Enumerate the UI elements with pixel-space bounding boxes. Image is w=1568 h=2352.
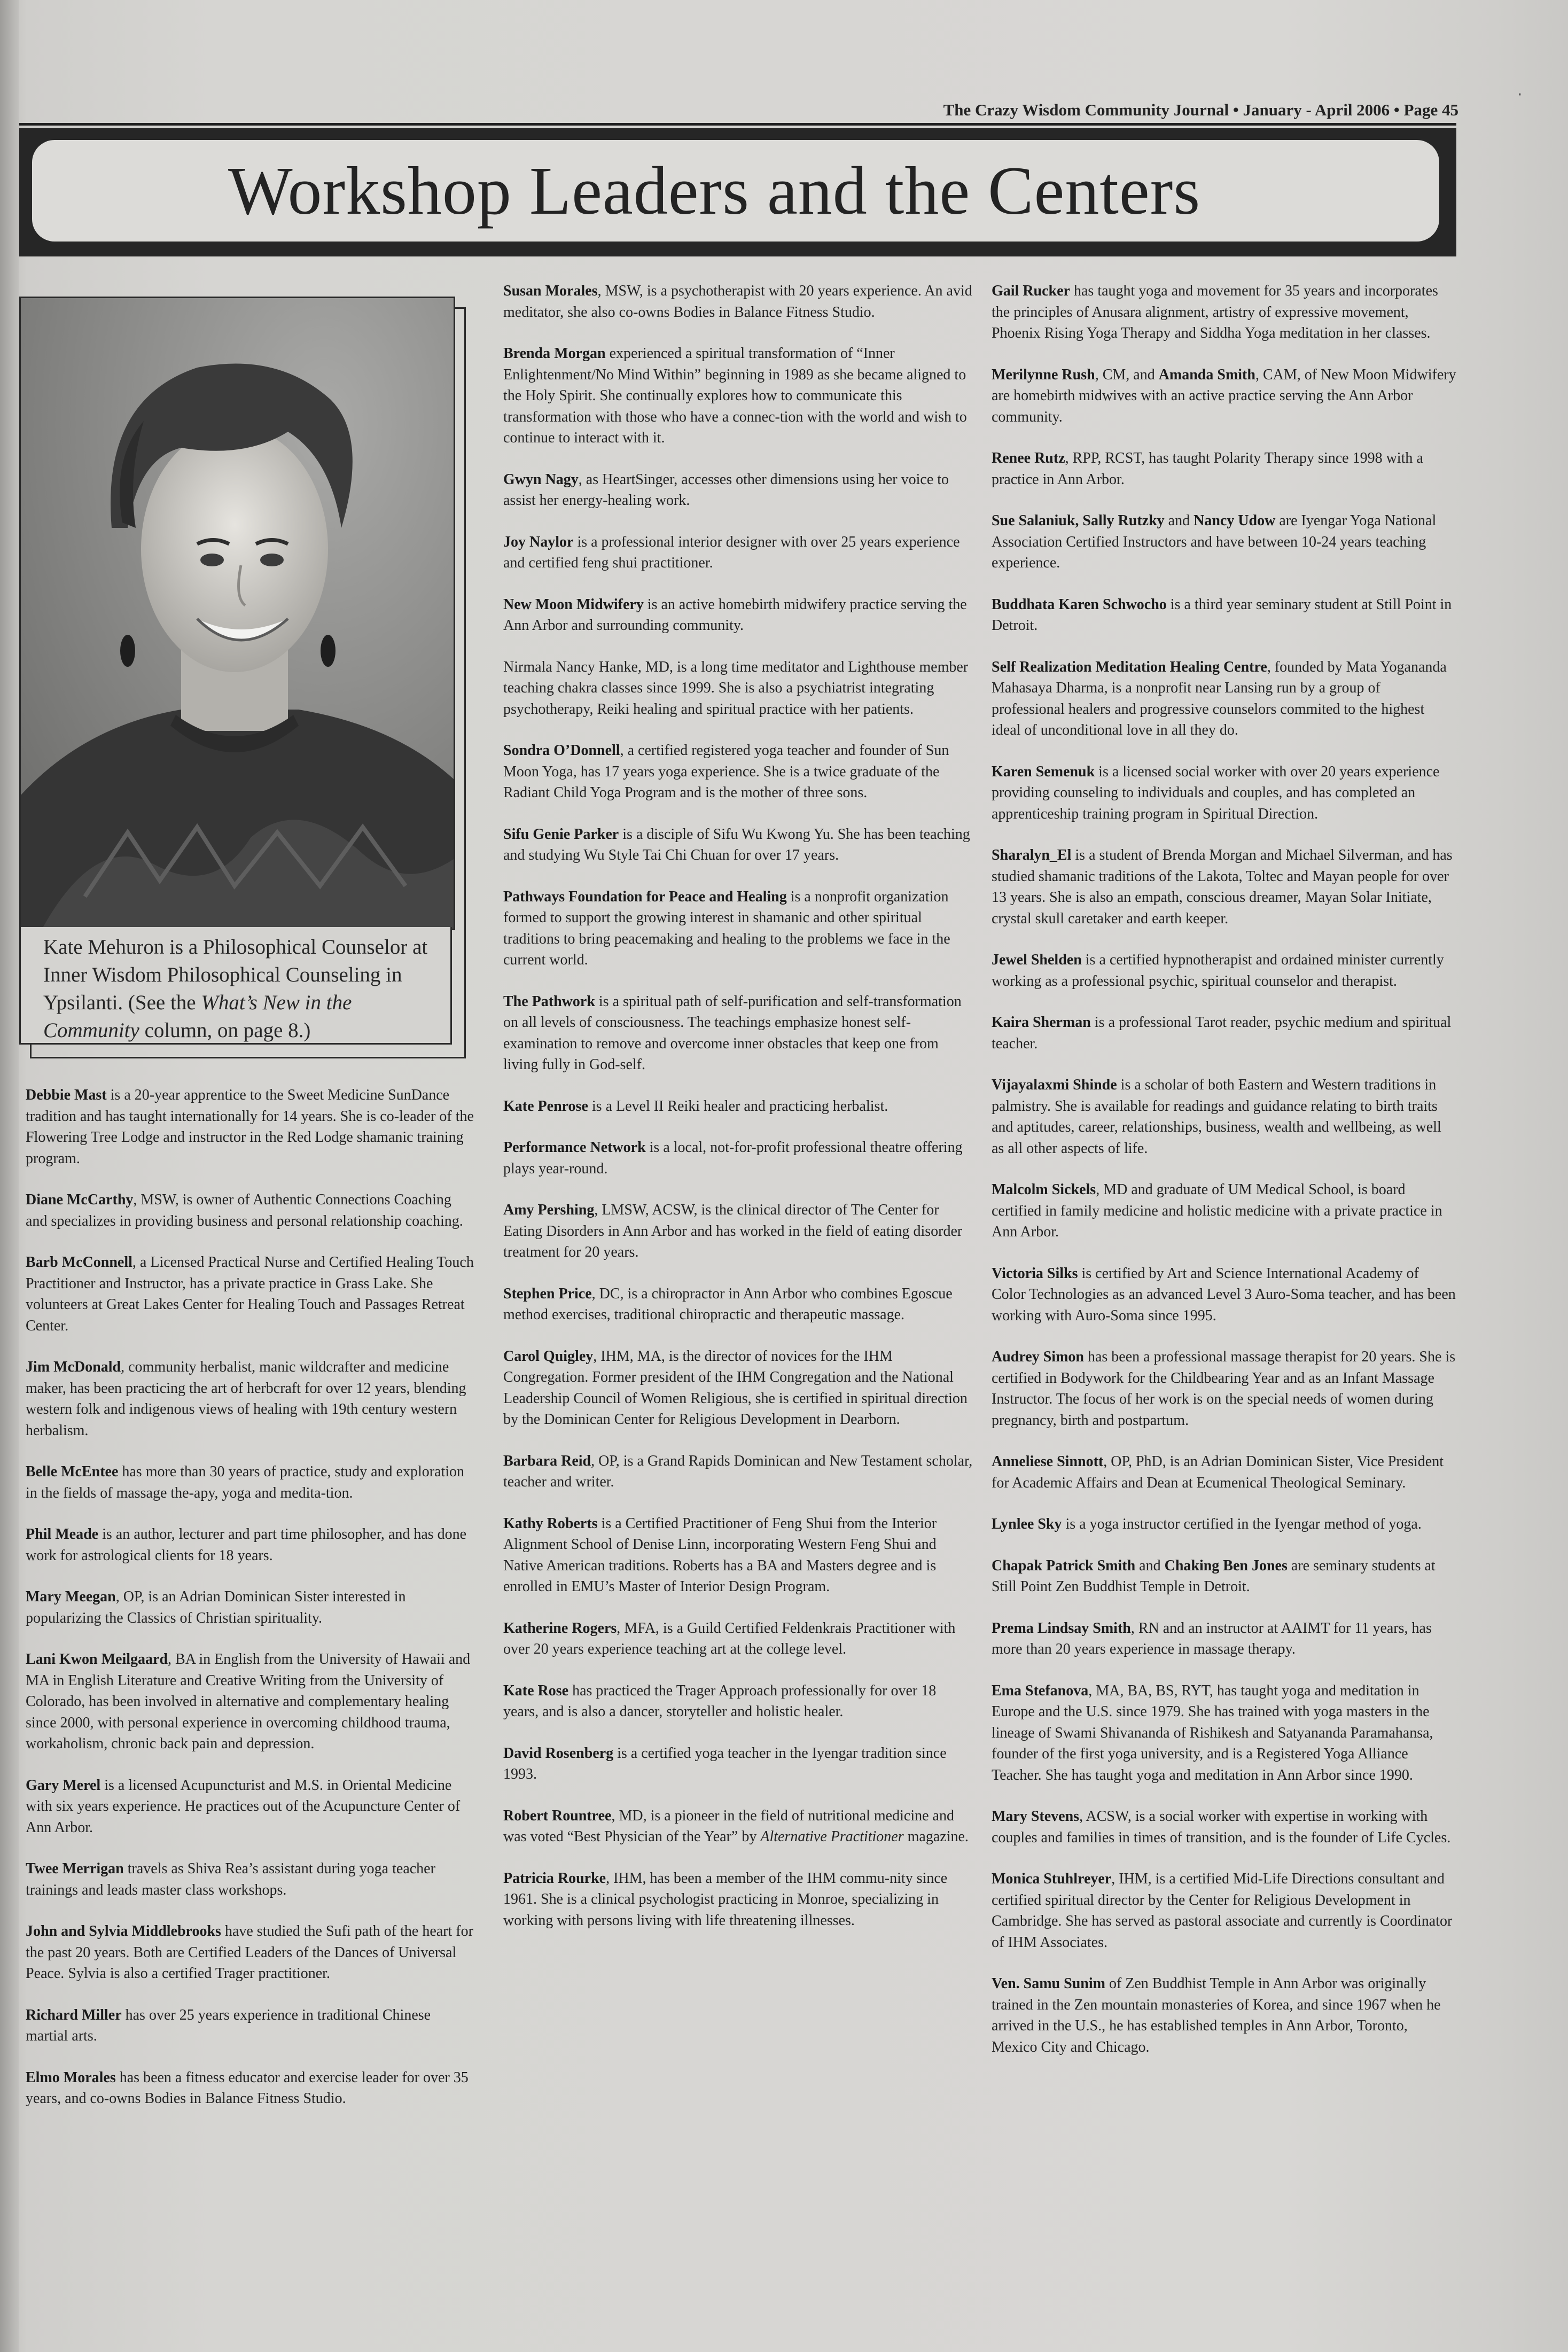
directory-entry xyxy=(503,1200,973,1263)
directory-entry xyxy=(503,991,973,1076)
directory-entry xyxy=(26,1189,474,1232)
caption-text-end: column, on page 8.) xyxy=(139,1019,311,1042)
entry-description: , CM, and xyxy=(1095,366,1159,383)
entry-name: Self Realization Meditation Healing Centre xyxy=(992,658,1267,675)
entry-name: The Pathwork xyxy=(503,993,595,1010)
entry-name: Jewel Shelden xyxy=(992,952,1082,968)
directory-entry xyxy=(992,364,1456,428)
entry-name: Pathways Foundation for Peace and Healing xyxy=(503,888,787,905)
entry-description: , RPP, RCST, has taught Polarity Therapy since 1998 with a practice in Ann Arbor. xyxy=(992,450,1423,488)
entry-description: is a licensed social worker with over 20 years experience providing counseling to individuals and couples, and has completed an apprenticeship training program in Spiritual Direction. xyxy=(992,763,1440,822)
entry-description: , MA, BA, BS, RYT, has taught yoga and meditation in Europe and the U.S. since 1979. She has trained with yoga masters in the lineage of Swami Shivananda of Rishikesh and Satyananda Paramahansa, founder of the first yoga university, and is a Registered Yoga Alliance Teacher. She has taught yoga and meditation in Ann Arbor since 1990. xyxy=(992,1682,1433,1784)
entry-name: Phil Meade xyxy=(26,1526,99,1543)
entry-description: and xyxy=(1164,512,1194,529)
featured-photo-box xyxy=(19,297,463,1055)
entry-name: Audrey Simon xyxy=(992,1349,1084,1365)
entry-description: is a yoga instructor certified in the Iyengar method of yoga. xyxy=(1062,1516,1422,1532)
entry-name: Susan Morales xyxy=(503,283,598,299)
directory-entry xyxy=(503,1346,973,1430)
entry-description: , ACSW, is a social worker with expertise in working with couples and families in times of transition, and is the founder of Life Cycles. xyxy=(992,1808,1451,1846)
entry-description: , IHM, has been a member of the IHM commu-nity since 1961. She is a clinical psychologist practicing in Monroe, specializing in working with persons living with life threatening illnesses. xyxy=(503,1870,948,1929)
entry-name: Kathy Roberts xyxy=(503,1515,598,1532)
directory-entry xyxy=(992,761,1456,825)
entry-description: , DC, is a chiropractor in Ann Arbor who combines Egoscue method exercises, traditional chiropractic and therapeutic massage. xyxy=(503,1285,953,1323)
entry-description: , OP, is an Adrian Dominican Sister interested in popularizing the Classics of Christian spirituality. xyxy=(26,1588,406,1626)
entry-description: has been a professional massage therapist for 20 years. She is certified in Bodywork for the Childbearing Year and as an Infant Massage Instructor. The focus of her work is on the special needs of women during pregnancy, birth and postpartum. xyxy=(992,1349,1456,1429)
directory-entry xyxy=(992,1451,1456,1493)
directory-entry xyxy=(503,343,973,449)
entry-description: , MD and graduate of UM Medical School, is board certified in family medicine and holistic medicine with a private practice in Ann Arbor. xyxy=(992,1181,1442,1240)
entry-name: Twee Merrigan xyxy=(26,1860,124,1877)
entry-name: Richard Miller xyxy=(26,2006,122,2023)
entry-description: Nirmala Nancy Hanke, MD, is a long time meditator and Lighthouse member teaching chakra classes since 1999. She is also a psychiatrist integrating psychotherapy, Reiki healing and spiritual practice with her patients. xyxy=(503,658,969,718)
entry-name: Vijayalaxmi Shinde xyxy=(992,1077,1117,1093)
entry-description: has practiced the Trager Approach professionally for over 18 years, and is also a dancer, storyteller and holistic healer. xyxy=(503,1682,937,1720)
entry-description: is certified by Art and Science International Academy of Color Technologies as an advanced Level 3 Auro-Soma teacher, and has been working with Auro-Soma since 1995. xyxy=(992,1265,1456,1324)
entry-name: Joy Naylor xyxy=(503,533,574,550)
entry-description: of Zen Buddhist Temple in Ann Arbor was originally trained in the Zen mountain monasteries of Korea, and since 1967 when he arrived in the U.S., he has established temples in Ann Arbor, Toronto, Mexico City and Chicago. xyxy=(992,1975,1441,2055)
entry-name: Barb McConnell xyxy=(26,1254,132,1271)
entry-description: is a licensed Acupuncturist and M.S. in Oriental Medicine with six years experience. He practices out of the Acupuncture Center of Ann Arbor. xyxy=(26,1777,461,1836)
directory-entry xyxy=(503,469,973,511)
entry-description: travels as Shiva Rea’s assistant during yoga teacher trainings and leads master class workshops. xyxy=(26,1860,435,1898)
directory-entry xyxy=(26,1775,474,1839)
entry-description: is a professional interior designer with over 25 years experience and certified feng shui practitioner. xyxy=(503,533,960,571)
entry-description: has been a fitness educator and exercise leader for over 35 years, and co-owns Bodies in Balance Fitness Studio. xyxy=(26,2069,469,2107)
page-title: Workshop Leaders and the Centers xyxy=(228,152,1201,229)
directory-entry xyxy=(992,1806,1456,1848)
directory-entry xyxy=(503,824,973,866)
entry-description: , IHM, MA, is the director of novices for the IHM Congregation. Former president of the IHM Congregation and the National Leadership Council of Women Religious, she is certified in spiritual direction by the Dominican Center for Religious Development in Dearborn. xyxy=(503,1348,968,1428)
entry-name: Barbara Reid xyxy=(503,1452,591,1469)
entry-description: is a scholar of both Eastern and Western traditions in palmistry. She is available for readings and guidance relating to birth traits and aptitudes, career, relationships, business, wealth and wellbeing, as well as all other aspects of life. xyxy=(992,1077,1441,1157)
entry-description: have studied the Sufi path of the heart for the past 20 years. Both are Certified Leaders of the Dances of Universal Peace. Sylvia is also a certified Trager practitioner. xyxy=(26,1923,473,1982)
directory-entry xyxy=(503,1283,973,1326)
entry-name: Prema Lindsay Smith xyxy=(992,1619,1131,1637)
entry-name: Ven. Samu Sunim xyxy=(992,1975,1105,1992)
entry-description: , as HeartSinger, accesses other dimensions using her voice to assist her energy-healing work. xyxy=(503,471,949,509)
directory-entry xyxy=(992,448,1456,490)
entry-description: , MFA, is a Guild Certified Feldenkrais Practitioner with over 20 years experience teaching art at the college level. xyxy=(503,1619,956,1657)
entry-description: is a certified yoga teacher in the Iyengar tradition since 1993. xyxy=(503,1744,947,1782)
entry-name-secondary: Chaking Ben Jones xyxy=(1164,1557,1288,1574)
directory-entry xyxy=(26,1461,474,1504)
entry-description: is a certified hypnotherapist and ordained minister currently working as a professional psychic, spiritual counselor and therapist. xyxy=(992,952,1444,990)
directory-entry xyxy=(992,1179,1456,1243)
entry-description: , BA in English from the University of Hawaii and MA in English Literature and Creative Writing from the University of Colorado, has been involved in alternative and complementary healing since 2000, with personal experience in overcoming childhood trauma, workaholism, chronic back pain and depression. xyxy=(26,1651,471,1752)
entry-description: has more than 30 years of practice, study and exploration in the fields of massage the-apy, yoga and medita-tion. xyxy=(26,1463,465,1501)
directory-entry xyxy=(503,657,973,720)
entry-name: Mary Stevens xyxy=(992,1808,1080,1825)
directory-entry xyxy=(26,1524,474,1566)
text-column-middle xyxy=(503,281,973,1951)
directory-entry xyxy=(992,1514,1456,1535)
entry-name: Kate Penrose xyxy=(503,1097,588,1115)
portrait-photo xyxy=(19,297,455,930)
entry-description: is a 20-year apprentice to the Sweet Medicine SunDance tradition and has taught internationally for 14 years. She is co-leader of the Flowering Tree Lodge and instructor in the Red Lodge shamanic training program. xyxy=(26,1087,474,1167)
caption-column-title: What’s New in the Community xyxy=(43,991,352,1042)
entry-name: Performance Network xyxy=(503,1139,646,1156)
entry-name: Elmo Morales xyxy=(26,2069,116,2086)
directory-entry xyxy=(992,1555,1456,1598)
entry-name: Lynlee Sky xyxy=(992,1516,1062,1532)
entry-name: Stephen Price xyxy=(503,1285,592,1302)
entry-name: Karen Semenuk xyxy=(992,763,1095,780)
directory-entry xyxy=(26,1085,474,1169)
entry-description: is a Level II Reiki healer and practicing herbalist. xyxy=(588,1097,888,1115)
photo-caption xyxy=(19,927,452,1045)
directory-entry xyxy=(503,1096,973,1117)
entry-description: , MSW, is a psychotherapist with 20 years experience. An avid meditator, she also co-owns Bodies in Balance Fitness Studio. xyxy=(503,283,972,321)
directory-entry xyxy=(26,1858,474,1901)
entry-name: Gail Rucker xyxy=(992,283,1070,299)
directory-entry xyxy=(503,1743,973,1785)
entry-description: , RN and an instructor at AAIMT for 11 years, has more than 20 years experience in massage therapy. xyxy=(992,1619,1432,1657)
directory-entry xyxy=(992,949,1456,992)
entry-description: , LMSW, ACSW, is the clinical director of The Center for Eating Disorders in Ann Arbor and has worked in the field of eating disorder treatment for 20 years. xyxy=(503,1202,963,1260)
entry-name: Belle McEntee xyxy=(26,1463,119,1480)
entry-name: Sifu Genie Parker xyxy=(503,825,619,843)
entry-description: , founded by Mata Yogananda Mahasaya Dharma, is a nonprofit near Lansing run by a group of professional healers and progressive counselors commited to the highest ideal of unconditional love in all they do. xyxy=(992,658,1447,738)
caption-text: Kate Mehuron is a Philosophical Counselor at Inner Wisdom Philosophical Counseling in Ypsilanti. (See the xyxy=(43,936,428,1014)
entry-description: has over 25 years experience in traditional Chinese martial arts. xyxy=(26,2006,431,2044)
entry-name: Lani Kwon Meilgaard xyxy=(26,1651,168,1668)
entry-name: Chapak Patrick Smith xyxy=(992,1557,1136,1574)
directory-entry xyxy=(26,1649,474,1755)
entry-description: is a local, not-for-profit professional theatre offering plays year-round. xyxy=(503,1139,963,1177)
entry-description: is a third year seminary student at Still Point in Detroit. xyxy=(992,596,1452,634)
entry-name: Malcolm Sickels xyxy=(992,1181,1096,1198)
directory-entry xyxy=(992,1680,1456,1786)
entry-name: Patricia Rourke xyxy=(503,1870,606,1887)
directory-entry xyxy=(503,1451,973,1493)
entry-name: Sue Salaniuk, Sally Rutzky xyxy=(992,512,1165,529)
entry-name: Monica Stuhlreyer xyxy=(992,1871,1112,1887)
entry-name: Merilynne Rush xyxy=(992,366,1095,383)
directory-entry xyxy=(503,281,973,323)
entry-name: Katherine Rogers xyxy=(503,1619,617,1637)
directory-entry xyxy=(992,1263,1456,1327)
portrait-illustration xyxy=(21,298,454,929)
entry-name: Carol Quigley xyxy=(503,1348,594,1365)
entry-description-continued: are Iyengar Yoga National Association Certified Instructors and have between 10-24 years teaching experience. xyxy=(992,512,1437,571)
entry-description: , a Licensed Practical Nurse and Certified Healing Touch Practitioner and Instructor, has a private practice in Grass Lake. She volunteers at Great Lakes Center for Healing Touch and Passages Retreat Center. xyxy=(26,1254,474,1334)
entry-description-continued: , CAM, of New Moon Midwifery are homebirth midwives with an active practice serving the Ann Arbor community. xyxy=(992,366,1456,425)
entry-description: , community herbalist, manic wildcrafter and medicine maker, has been practicing the art of herbcraft for over 12 years, blending western folk and indigenous views of healing with 19th century western herbalism. xyxy=(26,1359,466,1439)
header-rule xyxy=(19,123,1456,126)
directory-entry xyxy=(503,740,973,804)
entry-name: New Moon Midwifery xyxy=(503,596,644,613)
entry-name: John and Sylvia Middlebrooks xyxy=(26,1923,221,1940)
entry-description: is an active homebirth midwifery practice serving the Ann Arbor and surrounding community. xyxy=(503,596,967,634)
directory-entry xyxy=(503,1618,973,1660)
entry-name: Sharalyn_El xyxy=(992,847,1072,863)
text-column-right xyxy=(992,281,1456,2078)
entry-description: , MSW, is owner of Authentic Connections Coaching and specializes in providing business and personal relationship coaching. xyxy=(26,1191,463,1229)
entry-name: Diane McCarthy xyxy=(26,1191,134,1208)
publication-title: Alternative Practitioner xyxy=(760,1828,904,1845)
entry-description-end: magazine. xyxy=(903,1828,969,1845)
entry-description: is a Certified Practitioner of Feng Shui from the Interior Alignment School of Denise Linn, incorporating Western Feng Shui and Native American traditions. Roberts has a BA and Masters degree and is enrolled in EMU’s Master of Interior Design Program. xyxy=(503,1515,937,1595)
directory-entry xyxy=(503,886,973,971)
entry-name: Amy Pershing xyxy=(503,1202,595,1218)
page-fold-shadow xyxy=(0,0,19,2352)
entry-description: and xyxy=(1135,1557,1165,1574)
entry-description: , OP, PhD, is an Adrian Dominican Sister, Vice President for Academic Affairs and Dean at Ecumenical Theological Seminary. xyxy=(992,1453,1444,1491)
directory-entry xyxy=(992,510,1456,574)
entry-description: is a student of Brenda Morgan and Michael Silverman, and has studied shamanic traditions of the Lakota, Toltec and Mayan people for over 13 years. She is also an empath, conscious dreamer, Mayan Solar Initiate, crystal skull caretaker and earth keeper. xyxy=(992,847,1453,927)
entry-name: Buddhata Karen Schwocho xyxy=(992,596,1167,613)
entry-name: Robert Rountree xyxy=(503,1807,612,1824)
entry-name: Gwyn Nagy xyxy=(503,471,579,488)
entry-description: , a certified registered yoga teacher and founder of Sun Moon Yoga, has 17 years yoga experience. She is a twice graduate of the Radiant Child Yoga Program and is the mother of three sons. xyxy=(503,742,949,801)
directory-entry xyxy=(992,845,1456,929)
entry-description: , MD, is a pioneer in the field of nutritional medicine and was voted “Best Physician of the Year” by xyxy=(503,1807,954,1845)
entry-name: Anneliese Sinnott xyxy=(992,1453,1104,1470)
directory-entry xyxy=(503,1868,973,1932)
entry-name: Jim McDonald xyxy=(26,1359,121,1375)
directory-entry xyxy=(992,1973,1456,2058)
directory-entry xyxy=(992,657,1456,741)
directory-entry xyxy=(503,1680,973,1723)
entry-description: is a professional Tarot reader, psychic medium and spiritual teacher. xyxy=(992,1014,1452,1052)
directory-entry xyxy=(26,1357,474,1441)
directory-entry xyxy=(26,2067,474,2109)
directory-entry xyxy=(992,1346,1456,1431)
text-column-left xyxy=(26,1085,474,2130)
directory-entry xyxy=(503,532,973,574)
entry-name: Brenda Morgan xyxy=(503,345,606,362)
directory-entry xyxy=(992,281,1456,344)
entry-name: Victoria Silks xyxy=(992,1265,1078,1282)
entry-name: Debbie Mast xyxy=(26,1087,107,1103)
entry-description: , OP, is a Grand Rapids Dominican and New Testament scholar, teacher and writer. xyxy=(503,1452,973,1490)
entry-name: David Rosenberg xyxy=(503,1744,614,1762)
directory-entry xyxy=(26,1586,474,1629)
directory-entry xyxy=(26,1921,474,1984)
directory-entry xyxy=(503,1137,973,1179)
entry-description: , IHM, is a certified Mid-Life Directions consultant and certified spiritual director by the Center for Religious Development in Cambridge. She has served as pastoral associate and currently is Coordinator of IHM Associates. xyxy=(992,1871,1453,1951)
margin-mark: · xyxy=(1517,85,1523,104)
entry-description: is a nonprofit organization formed to support the growing interest in shamanic and other spiritual traditions to bring peacemaking and healing to the problems we face in the current world. xyxy=(503,888,950,968)
title-banner xyxy=(32,140,1439,242)
entry-name: Sondra O’Donnell xyxy=(503,742,620,759)
directory-entry xyxy=(992,1618,1456,1660)
entry-description: experienced a spiritual transformation of “Inner Enlightenment/No Mind Within” beginning in 1989 as she became aligned to the Holy Spirit. She continually explores how to communicate this transformation with those who have a connec-tion with the world and wish to continue to interact with it. xyxy=(503,345,967,446)
entry-description: is a disciple of Sifu Wu Kwong Yu. She has been teaching and studying Wu Style Tai Chi Chuan for over 17 years. xyxy=(503,825,970,863)
entry-description: is a spiritual path of self-purification and self-transformation on all levels of consciousness. The teachings emphasize honest self-examination to remove and overcome inner obstacles that keep one from living fully in God-self. xyxy=(503,993,962,1073)
entry-name: Kaira Sherman xyxy=(992,1014,1091,1031)
entry-name: Ema Stefanova xyxy=(992,1682,1089,1699)
directory-entry xyxy=(992,594,1456,636)
directory-entry xyxy=(992,1012,1456,1054)
entry-name: Gary Merel xyxy=(26,1777,101,1794)
entry-name: Mary Meegan xyxy=(26,1588,116,1605)
directory-entry xyxy=(503,1805,973,1848)
directory-entry xyxy=(26,1252,474,1336)
directory-entry xyxy=(26,2005,474,2047)
entry-description: has taught yoga and movement for 35 years and incorporates the principles of Anusara alignment, artistry of expressive movement, Phoenix Rising Yoga Therapy and Siddha Yoga meditation in her classes. xyxy=(992,283,1438,341)
running-header: The Crazy Wisdom Community Journal • January - April 2006 • Page 45 xyxy=(943,100,1458,119)
directory-entry xyxy=(992,1868,1456,1953)
entry-name-secondary: Amanda Smith xyxy=(1158,366,1255,383)
directory-entry xyxy=(503,594,973,636)
entry-name-secondary: Nancy Udow xyxy=(1193,512,1276,529)
entry-description: is an author, lecturer and part time philosopher, and has done work for astrological clients for 18 years. xyxy=(26,1526,467,1564)
entry-name: Renee Rutz xyxy=(992,450,1065,466)
entry-name: Kate Rose xyxy=(503,1682,569,1699)
entry-description-continued: are seminary students at Still Point Zen Buddhist Temple in Detroit. xyxy=(992,1557,1436,1595)
directory-entry xyxy=(992,1074,1456,1159)
directory-entry xyxy=(503,1513,973,1598)
